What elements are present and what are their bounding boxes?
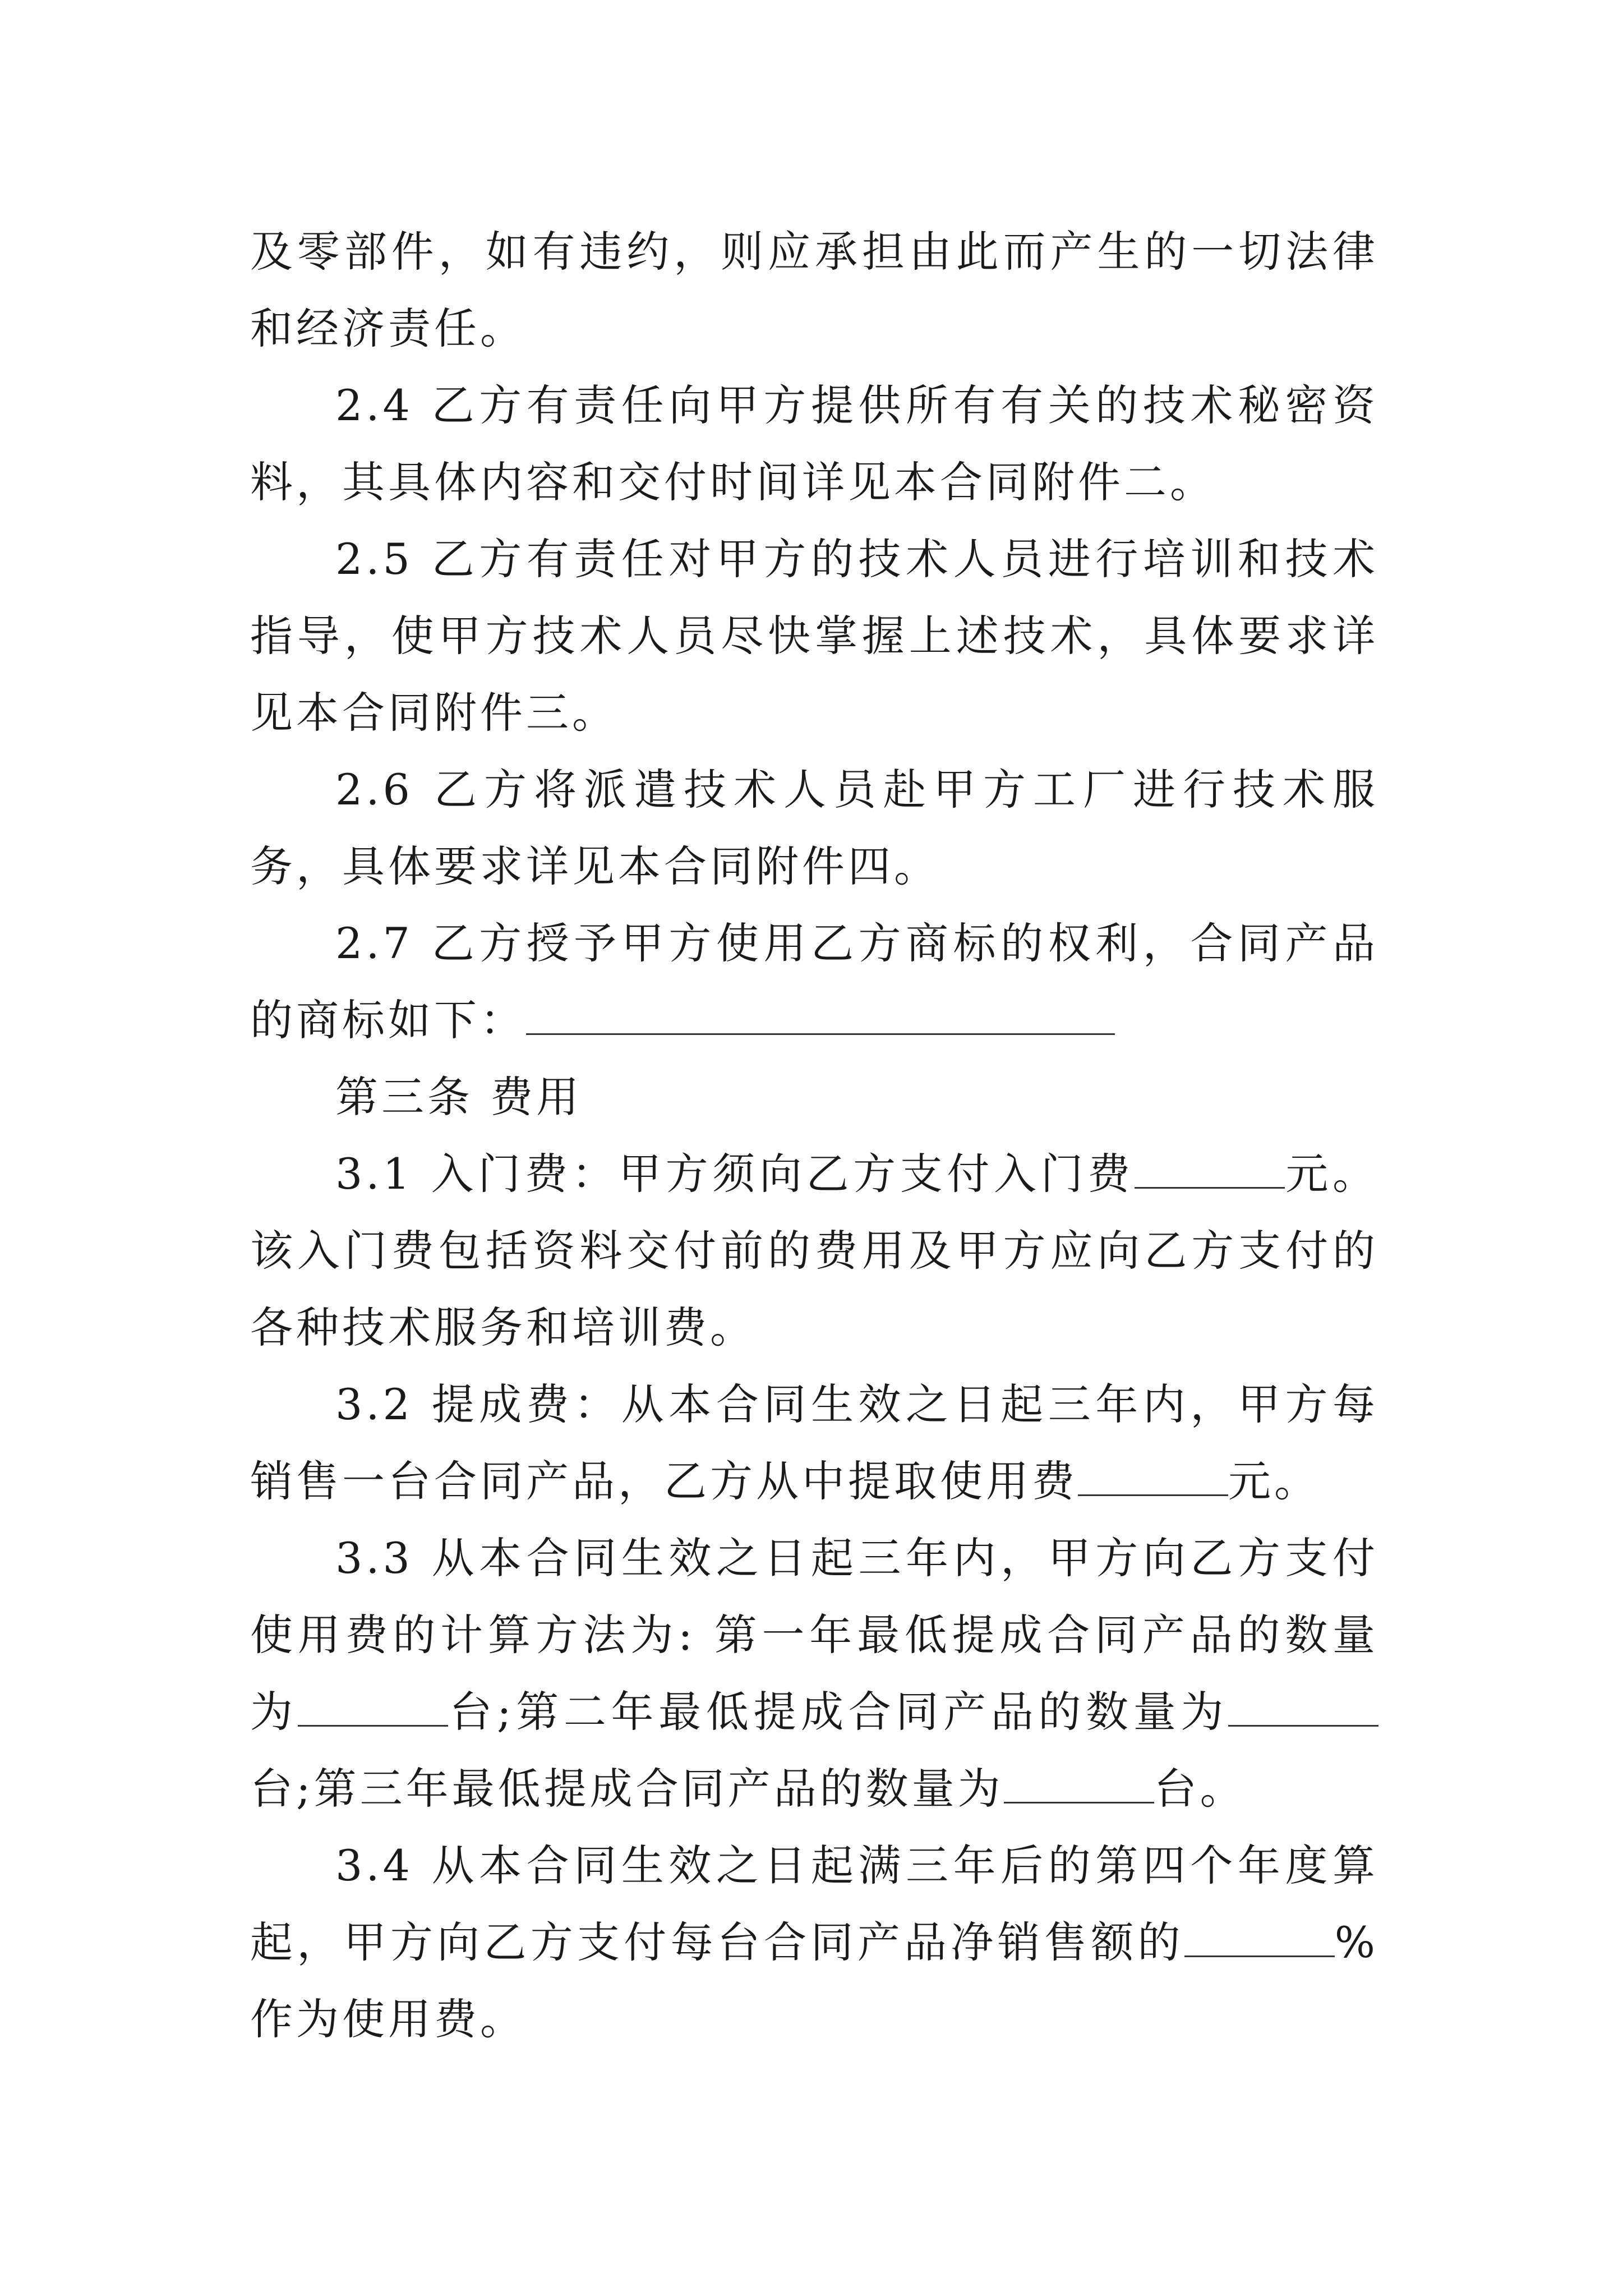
- clause-2-6: 2.6 乙方将派遣技术人员赴甲方工厂进行技术服务，具体要求详见本合同附件四。: [250, 765, 1378, 891]
- clause-2-5: 2.5 乙方有责任对甲方的技术人员进行培训和技术指导，使甲方技术人员尽快掌握上述技术，具体要求详见本合同附件三。: [250, 534, 1378, 738]
- clause-2-7-text: 2.7 乙方授予甲方使用乙方商标的权利，合同产品的商标如下：: [250, 918, 1378, 1045]
- year-2-quantity-blank: [1228, 1686, 1378, 1727]
- clause-3-2: [250, 1366, 1378, 1520]
- clause-3-1-text-a: 3.1 入门费：甲方须向乙方支付入门费: [335, 1149, 1135, 1199]
- clause-3-3-text-d: 台。: [1154, 1764, 1246, 1814]
- clause-3-1-text-b: 元。该入门费包括资料交付前的费用及甲方应向乙方支付的各种技术服务和培训费。: [250, 1149, 1378, 1352]
- year-1-quantity-blank: [298, 1686, 448, 1727]
- paragraph-continuation: 及零部件，如有违约，则应承担由此而产生的一切法律和经济责任。: [250, 227, 1378, 353]
- clause-3-4-text-b: %作为使用费。: [250, 1917, 1378, 2044]
- percentage-blank: [1184, 1916, 1335, 1957]
- clause-2-7: [250, 905, 1378, 1059]
- year-3-quantity-blank: [1004, 1763, 1154, 1803]
- clause-3-3: [250, 1520, 1378, 1827]
- clause-3-4: [250, 1827, 1378, 2058]
- clause-3-3-text-b: 台;第二年最低提成合同产品的数量为: [448, 1687, 1228, 1737]
- clause-3-2-text-b: 元。: [1228, 1456, 1320, 1506]
- royalty-fee-blank: [1078, 1455, 1228, 1496]
- clause-3-4-text-a: 3.4 从本合同生效之日起满三年后的第四个年度算起，甲方向乙方支付每台合同产品净销售额的: [250, 1841, 1378, 1967]
- document-page: [250, 213, 1378, 2058]
- clause-3-3-text-a: 3.3 从本合同生效之日起三年内，甲方向乙方支付使用费的计算方法为: 第一年最低提成合同产品的数量为: [250, 1533, 1378, 1737]
- clause-3-1: [250, 1135, 1378, 1366]
- entry-fee-blank: [1135, 1148, 1285, 1189]
- trademark-blank: [526, 994, 1115, 1035]
- article-3-heading: 第三条 费用: [335, 1072, 583, 1122]
- clause-3-2-text-a: 3.2 提成费：从本合同生效之日起三年内，甲方每销售一台合同产品，乙方从中提取使用费: [250, 1379, 1378, 1506]
- clause-3-3-text-c: 台;第三年最低提成合同产品的数量为: [250, 1764, 1004, 1814]
- clause-2-4: 2.4 乙方有责任向甲方提供所有有关的技术秘密资料，其具体内容和交付时间详见本合同附件二。: [250, 380, 1378, 507]
